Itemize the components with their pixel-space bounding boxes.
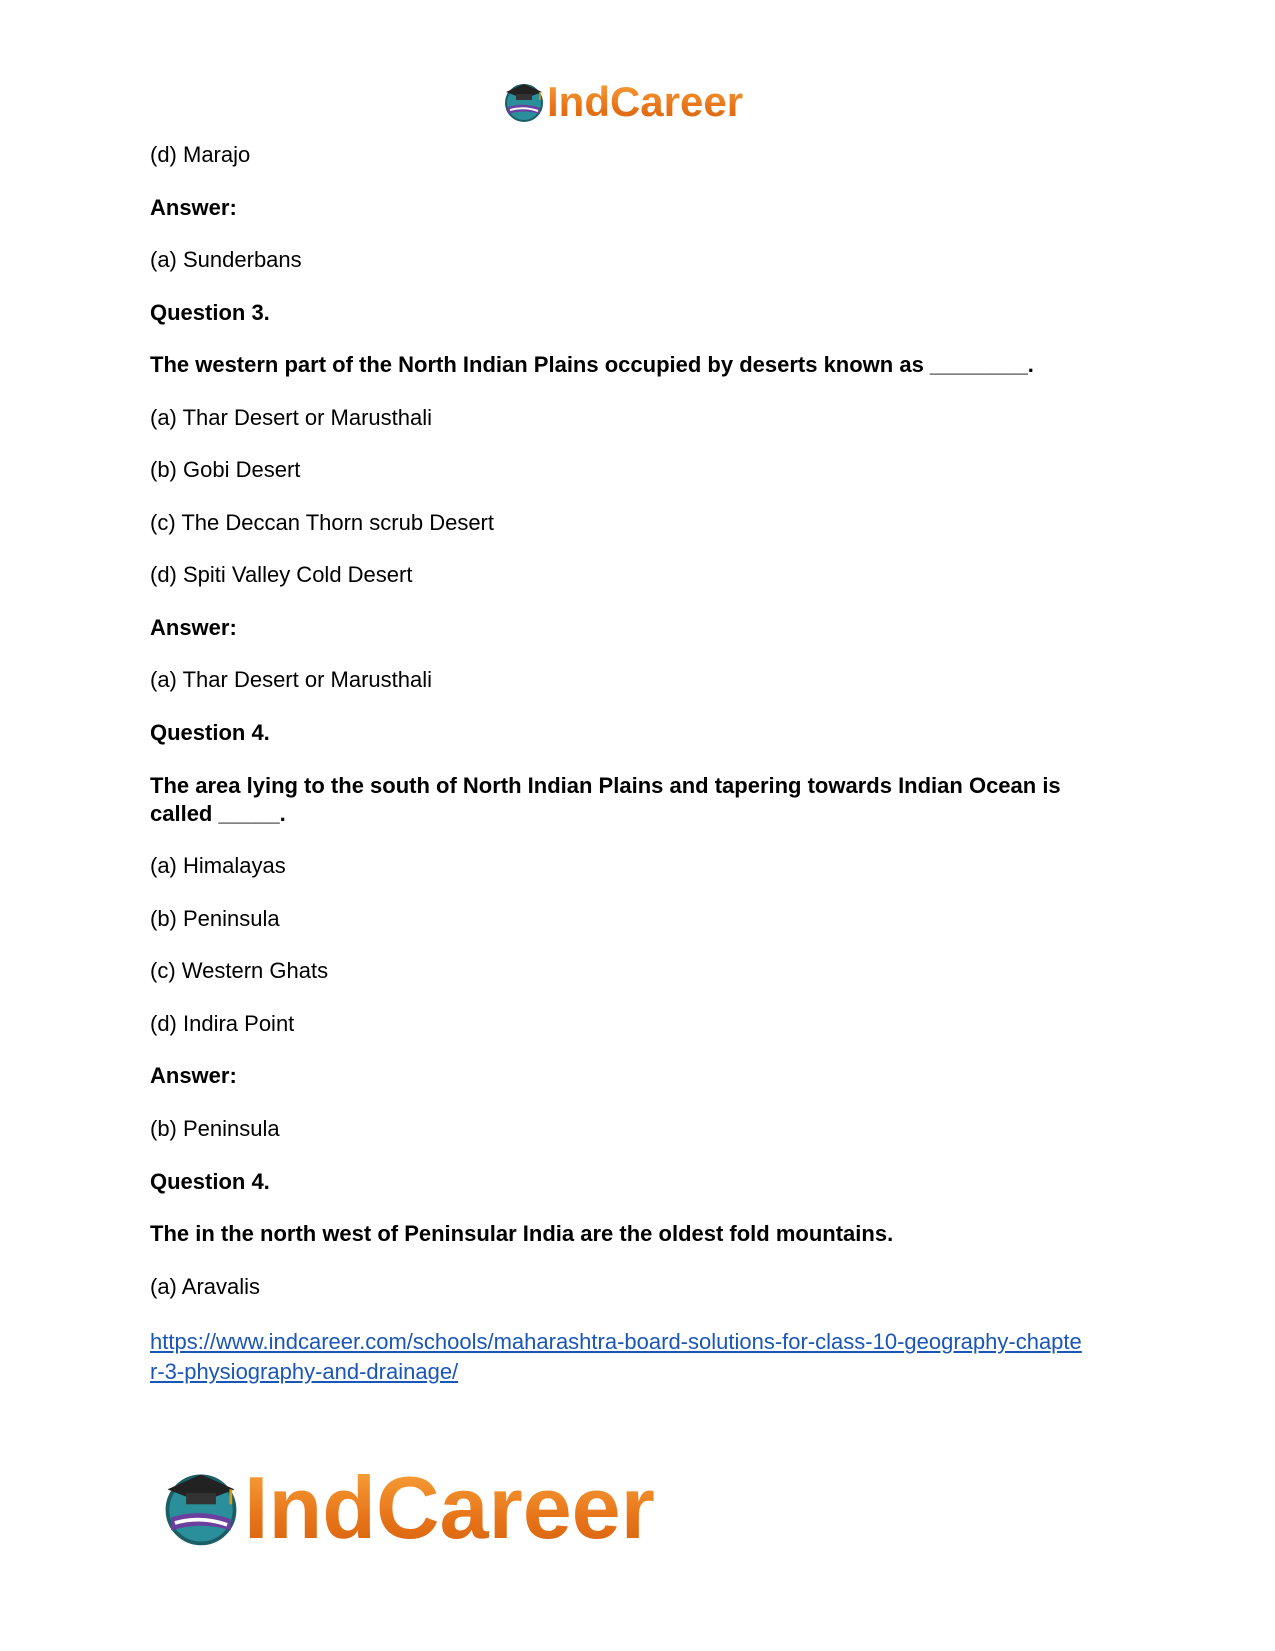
- option-text: (d) Indira Point: [150, 1011, 295, 1036]
- option-text: (a) Thar Desert or Marusthali: [150, 405, 433, 430]
- option-text: (d) Marajo: [150, 142, 251, 167]
- answer-text: (a) Sunderbans: [150, 247, 302, 272]
- source-link-line-1[interactable]: https://www.indcareer.com/schools/maharashtra-board-solutions-for-class-10-geography-chapte: [150, 1329, 1082, 1354]
- answer-label: Answer:: [150, 1063, 237, 1088]
- answer-label: Answer:: [150, 195, 237, 220]
- question-label: Question 3.: [150, 300, 270, 325]
- graduation-cap-globe-books-icon: [502, 80, 546, 124]
- logo-wordmark: IndCareer: [244, 1458, 655, 1557]
- option-text: (b) Peninsula: [150, 906, 280, 931]
- answer-label: Answer:: [150, 615, 237, 640]
- graduation-cap-globe-books-icon: [160, 1466, 242, 1550]
- question-text: The area lying to the south of North Indian Plains and tapering towards Indian Ocean is called _____.: [150, 773, 1061, 826]
- source-link-line-2[interactable]: r-3-physiography-and-drainage/: [150, 1359, 459, 1384]
- option-text: (d) Spiti Valley Cold Desert: [150, 562, 413, 587]
- answer-text: (b) Peninsula: [150, 1116, 280, 1141]
- answer-text: (a) Thar Desert or Marusthali: [150, 667, 433, 692]
- question-label: Question 4.: [150, 1169, 270, 1194]
- question-text: The western part of the North Indian Plains occupied by deserts known as ________.: [150, 352, 1034, 377]
- option-text: (c) Western Ghats: [150, 958, 329, 983]
- logo-wordmark: IndCareer: [547, 78, 744, 125]
- option-text: (a) Aravalis: [150, 1274, 261, 1299]
- header-logo: [502, 80, 743, 124]
- question-label: Question 4.: [150, 720, 270, 745]
- option-text: (b) Gobi Desert: [150, 457, 301, 482]
- option-text: (c) The Deccan Thorn scrub Desert: [150, 510, 494, 535]
- question-text: The in the north west of Peninsular India are the oldest fold mountains.: [150, 1221, 894, 1246]
- option-text: (a) Himalayas: [150, 853, 286, 878]
- footer-logo: [160, 1458, 655, 1557]
